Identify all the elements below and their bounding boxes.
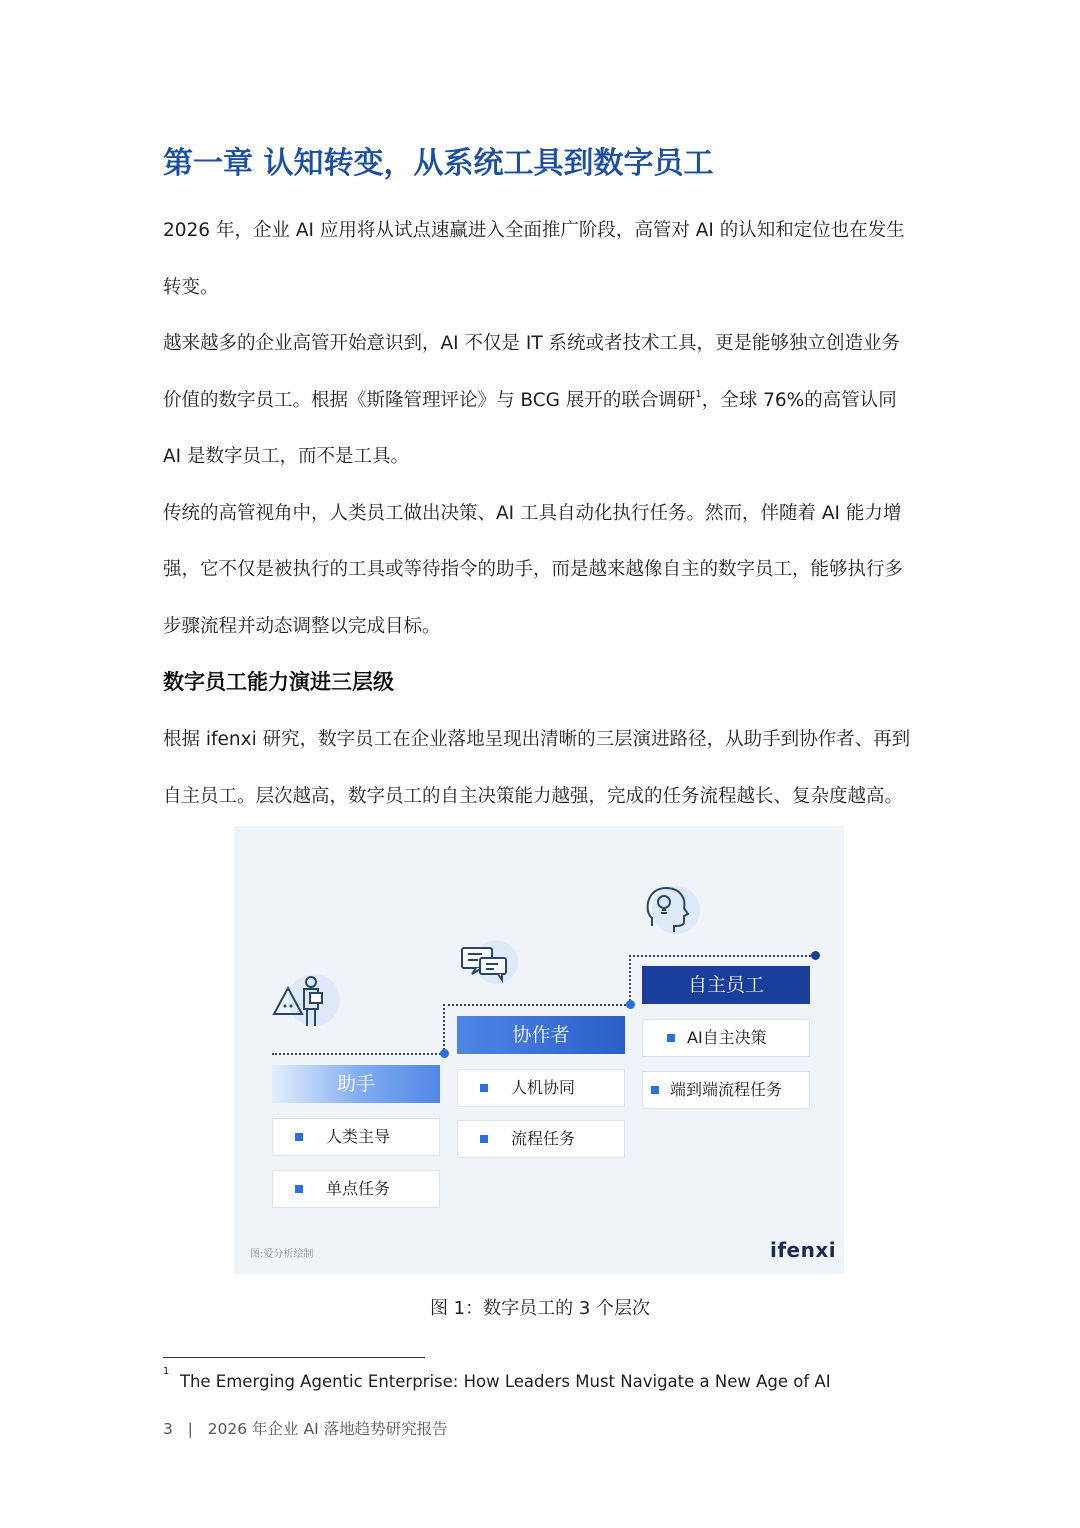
paragraph-line: 自主员工。层次越高，数字员工的自主决策能力越强，完成的任务流程越长、复杂度越高。 xyxy=(163,786,904,807)
level-item xyxy=(272,1118,440,1156)
level-item xyxy=(457,1120,625,1158)
level-item-label: 人类主导 xyxy=(326,1127,391,1146)
step-line xyxy=(629,955,631,1005)
paragraph-line: 转变。 xyxy=(163,277,219,298)
digital-employee-levels-figure xyxy=(234,826,844,1274)
paragraph-line: 越来越多的企业高管开始意识到，AI 不仅是 IT 系统或者技术工具，更是能够独立创造业务 xyxy=(163,333,901,354)
paragraph-text: ，全球 76%的高管认同 xyxy=(701,390,897,411)
footer-separator: | xyxy=(187,1420,193,1438)
bullet-square-icon xyxy=(651,1086,659,1094)
level-autonomous-header: 自主员工 xyxy=(642,966,810,1004)
step-line xyxy=(443,1004,445,1054)
step-dot xyxy=(811,951,820,960)
level-item xyxy=(642,1019,810,1057)
bullet-square-icon xyxy=(480,1135,488,1143)
paragraph-line: AI 是数字员工，而不是工具。 xyxy=(163,446,409,467)
level-item-label: 单点任务 xyxy=(326,1179,391,1198)
paragraph-line: 根据 ifenxi 研究，数字员工在企业落地呈现出清晰的三层演进路径，从助手到协作者、再到 xyxy=(163,729,911,750)
footnote xyxy=(163,1366,831,1391)
bullet-square-icon xyxy=(667,1034,675,1042)
footnote-text: The Emerging Agentic Enterprise: How Leaders Must Navigate a New Age of AI xyxy=(179,1372,831,1391)
page-number: 3 xyxy=(163,1420,173,1438)
bullet-square-icon xyxy=(480,1084,488,1092)
page-footer xyxy=(163,1417,448,1439)
bullet-square-icon xyxy=(295,1133,303,1141)
chat-bubbles-icon xyxy=(458,940,522,996)
figure-caption: 图 1：数字员工的 3 个层次 xyxy=(429,1298,651,1319)
step-line xyxy=(272,1053,445,1055)
paragraph-line: 步骤流程并动态调整以完成目标。 xyxy=(163,616,441,637)
ifenxi-logo: ifenxi xyxy=(770,1238,837,1262)
figure-source: 图:爱分析绘制 xyxy=(250,1249,314,1260)
level-item xyxy=(457,1069,625,1107)
head-lightbulb-icon xyxy=(642,882,702,942)
report-title: 2026 年企业 AI 落地趋势研究报告 xyxy=(207,1420,448,1438)
section-heading: 数字员工能力演进三层级 xyxy=(163,670,394,694)
level-item xyxy=(642,1071,810,1109)
bullet-square-icon xyxy=(295,1185,303,1193)
step-line xyxy=(629,955,815,957)
paragraph-line: 强，它不仅是被执行的工具或等待指令的助手，而是越来越像自主的数字员工，能够执行多 xyxy=(163,559,904,580)
level-item-label: 人机协同 xyxy=(511,1078,576,1097)
paragraph-text: 价值的数字员工。根据《斯隆管理评论》与 BCG 展开的联合调研 xyxy=(163,390,696,411)
step-dot xyxy=(440,1049,449,1058)
level-item xyxy=(272,1170,440,1208)
paragraph-line: 传统的高管视角中，人类员工做出决策、AI 工具自动化执行任务。然而，伴随着 AI 能力增 xyxy=(163,503,902,524)
level-item-label: 端到端流程任务 xyxy=(670,1080,783,1099)
footnote-ref[interactable]: 1 xyxy=(695,389,702,400)
step-dot xyxy=(626,1000,635,1009)
footnote-number: 1 xyxy=(163,1366,170,1377)
footnote-divider xyxy=(163,1357,425,1358)
person-clipboard-icon xyxy=(268,970,340,1038)
level-collaborator-header: 协作者 xyxy=(457,1016,625,1054)
level-item-label: 流程任务 xyxy=(511,1129,576,1148)
step-line xyxy=(443,1004,630,1006)
paragraph-line: 2026 年，企业 AI 应用将从试点速赢进入全面推广阶段，高管对 AI 的认知和定位也在发生 xyxy=(163,220,905,241)
level-item-label: AI自主决策 xyxy=(687,1028,767,1047)
paragraph-line xyxy=(163,372,923,429)
chapter-title: 第一章 认知转变，从系统工具到数字员工 xyxy=(163,146,714,181)
level-assistant-header: 助手 xyxy=(272,1065,440,1103)
